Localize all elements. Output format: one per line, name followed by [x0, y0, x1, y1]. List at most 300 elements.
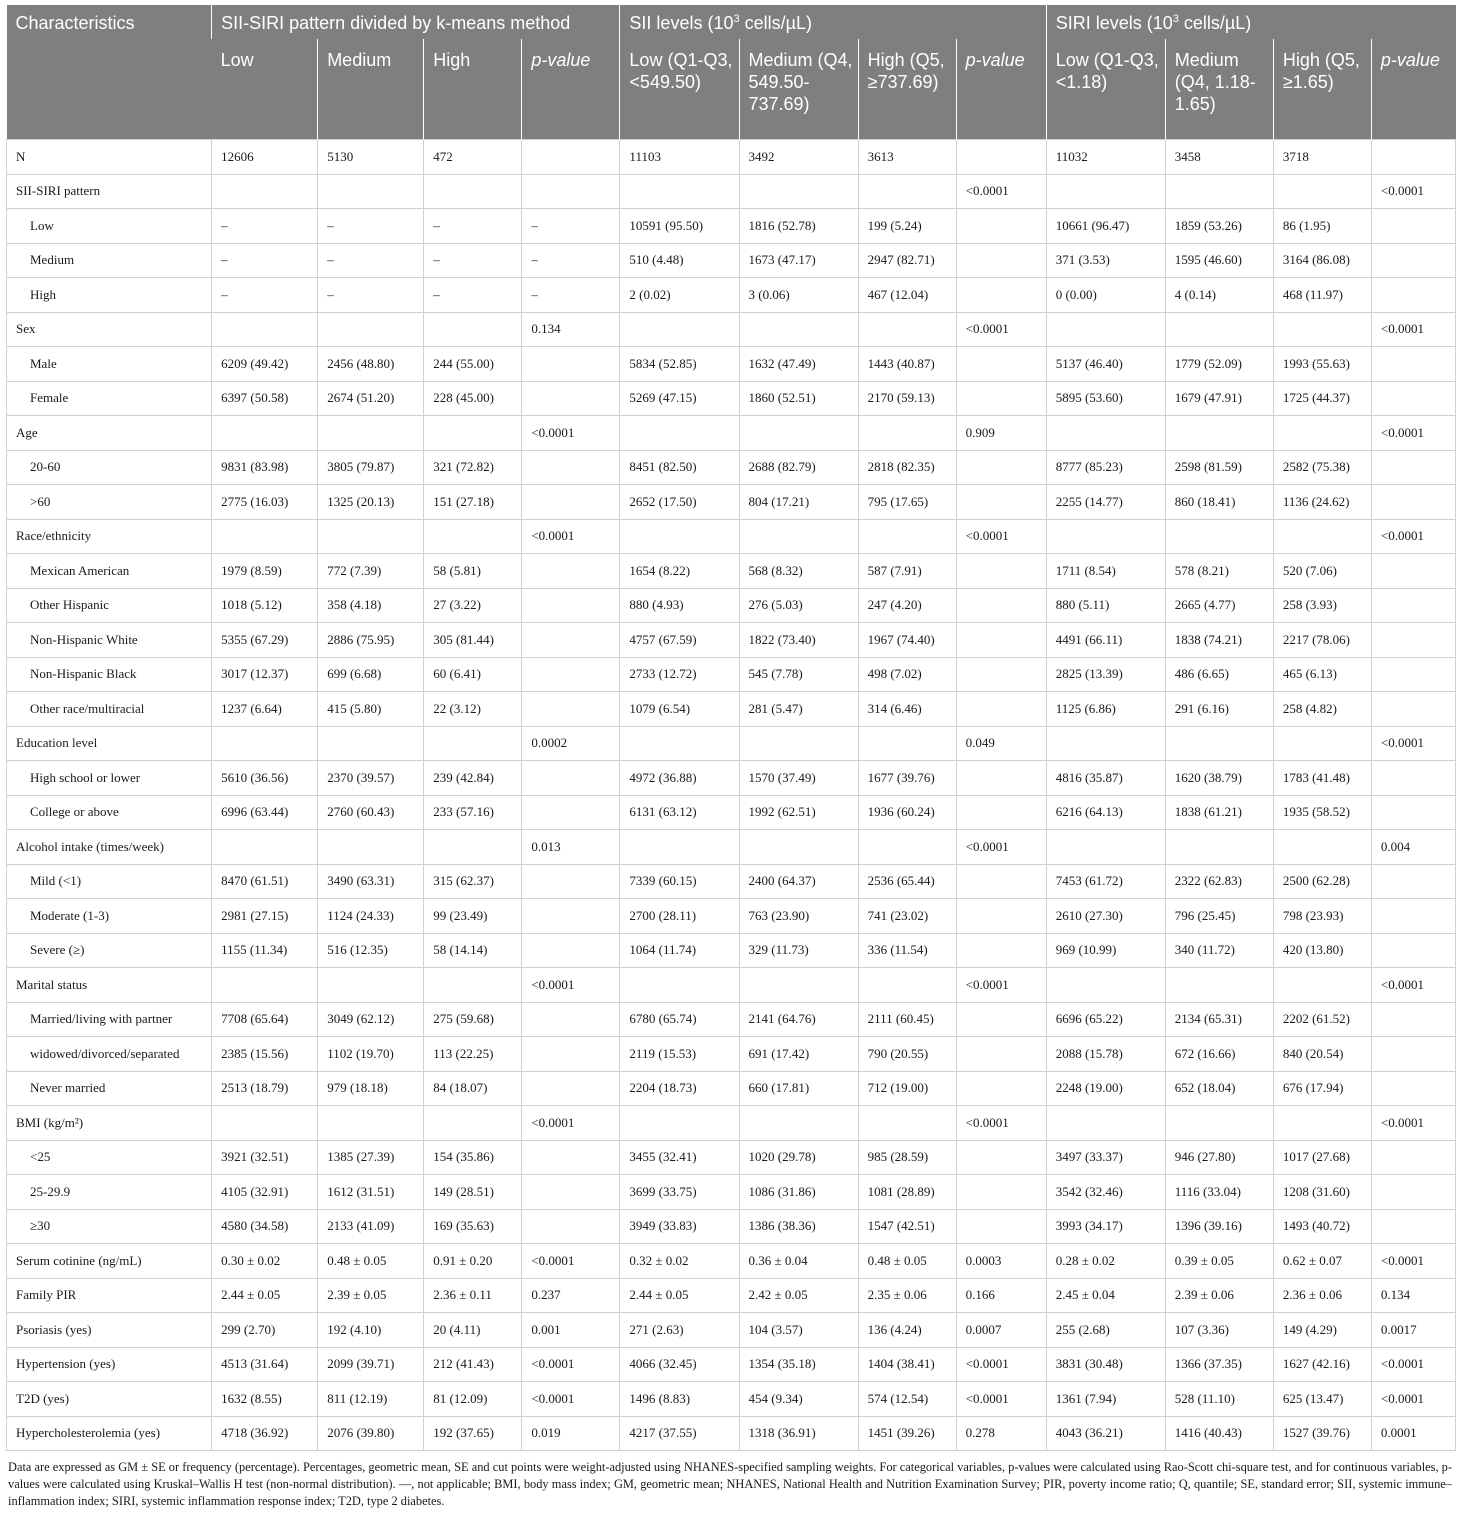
table-cell: 212 (41.43) — [424, 1347, 522, 1382]
table-cell: 0.278 — [956, 1416, 1046, 1451]
table-cell: 2141 (64.76) — [739, 1002, 858, 1037]
table-cell: 0.48 ± 0.05 — [858, 1244, 956, 1279]
table-cell: <0.0001 — [956, 830, 1046, 865]
table-cell — [522, 1071, 620, 1106]
table-cell — [212, 726, 318, 761]
table-cell: 271 (2.63) — [620, 1313, 739, 1348]
table-cell — [1273, 416, 1371, 451]
table-cell: 1679 (47.91) — [1165, 381, 1273, 416]
table-cell: 1493 (40.72) — [1273, 1209, 1371, 1244]
row-label: High — [7, 278, 212, 313]
table-cell — [956, 450, 1046, 485]
table-cell: 12606 — [212, 140, 318, 175]
table-cell: 3490 (63.31) — [318, 864, 424, 899]
table-cell: 314 (6.46) — [858, 692, 956, 727]
header-group-siri: SIRI levels ($10^3$ cells/µL) — [1046, 5, 1455, 39]
table-cell: <0.0001 — [522, 1106, 620, 1141]
table-cell — [956, 588, 1046, 623]
table-cell: 1967 (74.40) — [858, 623, 956, 658]
table-cell: 1816 (52.78) — [739, 209, 858, 244]
table-cell: 2947 (82.71) — [858, 243, 956, 278]
table-cell — [1371, 347, 1455, 382]
table-cell — [739, 968, 858, 1003]
table-cell — [522, 381, 620, 416]
table-cell: 2981 (27.15) — [212, 899, 318, 934]
table-cell: <0.0001 — [522, 1382, 620, 1417]
table-cell: 1136 (24.62) — [1273, 485, 1371, 520]
table-cell: 1366 (37.35) — [1165, 1347, 1273, 1382]
table-cell: 0.28 ± 0.02 — [1046, 1244, 1165, 1279]
row-label: <25 — [7, 1140, 212, 1175]
table-cell: 1017 (27.68) — [1273, 1140, 1371, 1175]
table-cell: <0.0001 — [522, 416, 620, 451]
table-cell: <0.0001 — [1371, 174, 1455, 209]
header-siri-medium: Medium (Q4, 1.18-1.65) — [1165, 39, 1273, 140]
table-cell: 1570 (37.49) — [739, 761, 858, 796]
table-cell — [1371, 1140, 1455, 1175]
table-cell: 1385 (27.39) — [318, 1140, 424, 1175]
table-cell — [1273, 1106, 1371, 1141]
table-cell: 2652 (17.50) — [620, 485, 739, 520]
table-cell: 1654 (8.22) — [620, 554, 739, 589]
row-label: High school or lower — [7, 761, 212, 796]
table-cell: <0.0001 — [1371, 312, 1455, 347]
table-cell: 2456 (48.80) — [318, 347, 424, 382]
table-row — [7, 588, 1456, 623]
table-cell — [858, 726, 956, 761]
table-cell: 1354 (35.18) — [739, 1347, 858, 1382]
table-cell: 2598 (81.59) — [1165, 450, 1273, 485]
table-cell: 1595 (46.60) — [1165, 243, 1273, 278]
table-cell — [1371, 209, 1455, 244]
table-row — [7, 1347, 1456, 1382]
table-cell: 840 (20.54) — [1273, 1037, 1371, 1072]
row-label: Non-Hispanic White — [7, 623, 212, 658]
table-cell: 329 (11.73) — [739, 933, 858, 968]
row-label: Low — [7, 209, 212, 244]
table-cell — [1371, 588, 1455, 623]
table-cell — [522, 761, 620, 796]
table-cell: 969 (10.99) — [1046, 933, 1165, 968]
row-label: Hypercholesterolemia (yes) — [7, 1416, 212, 1451]
table-cell: 2 (0.02) — [620, 278, 739, 313]
table-cell: 305 (81.44) — [424, 623, 522, 658]
table-cell: 699 (6.68) — [318, 657, 424, 692]
table-cell: 946 (27.80) — [1165, 1140, 1273, 1175]
table-cell: 6209 (49.42) — [212, 347, 318, 382]
table-row — [7, 761, 1456, 796]
table-cell — [1273, 312, 1371, 347]
table-cell — [858, 519, 956, 554]
row-label: 25-29.9 — [7, 1175, 212, 1210]
table-cell: 415 (5.80) — [318, 692, 424, 727]
table-cell — [1165, 830, 1273, 865]
table-cell: – — [522, 243, 620, 278]
table-cell: 0.62 ± 0.07 — [1273, 1244, 1371, 1279]
table-cell: 149 (4.29) — [1273, 1313, 1371, 1348]
table-cell — [956, 1002, 1046, 1037]
table-row — [7, 1209, 1456, 1244]
table-cell: <0.0001 — [956, 519, 1046, 554]
row-label: Non-Hispanic Black — [7, 657, 212, 692]
table-cell — [956, 864, 1046, 899]
table-cell: 3542 (32.46) — [1046, 1175, 1165, 1210]
table-cell — [1273, 174, 1371, 209]
table-cell: 2700 (28.11) — [620, 899, 739, 934]
table-cell: 0.0001 — [1371, 1416, 1455, 1451]
table-cell: 1081 (28.89) — [858, 1175, 956, 1210]
table-cell: 239 (42.84) — [424, 761, 522, 796]
table-cell — [212, 416, 318, 451]
table-cell: 1838 (74.21) — [1165, 623, 1273, 658]
table-cell: 1018 (5.12) — [212, 588, 318, 623]
table-cell — [1165, 726, 1273, 761]
header-sii-pvalue: p-value — [956, 39, 1046, 140]
table-cell: 1779 (52.09) — [1165, 347, 1273, 382]
row-label: Never married — [7, 1071, 212, 1106]
table-cell — [424, 968, 522, 1003]
table-cell: 568 (8.32) — [739, 554, 858, 589]
table-cell: – — [318, 209, 424, 244]
table-cell: 0.019 — [522, 1416, 620, 1451]
table-row — [7, 623, 1456, 658]
table-cell: 4217 (37.55) — [620, 1416, 739, 1451]
table-cell: 169 (35.63) — [424, 1209, 522, 1244]
header-group-kmeans: SII-SIRI pattern divided by k-means method — [212, 5, 620, 39]
table-row — [7, 1002, 1456, 1037]
table-cell: 4043 (36.21) — [1046, 1416, 1165, 1451]
table-cell: 0.0003 — [956, 1244, 1046, 1279]
table-cell: 1783 (41.48) — [1273, 761, 1371, 796]
table-row — [7, 519, 1456, 554]
table-cell: 6996 (63.44) — [212, 795, 318, 830]
table-cell: 4 (0.14) — [1165, 278, 1273, 313]
table-cell: 2733 (12.72) — [620, 657, 739, 692]
table-cell — [858, 312, 956, 347]
table-cell — [1165, 519, 1273, 554]
table-cell: – — [318, 278, 424, 313]
table-cell: 60 (6.41) — [424, 657, 522, 692]
table-cell: 20 (4.11) — [424, 1313, 522, 1348]
table-cell: <0.0001 — [1371, 968, 1455, 1003]
table-cell: 6696 (65.22) — [1046, 1002, 1165, 1037]
table-cell: 3 (0.06) — [739, 278, 858, 313]
table-cell: 255 (2.68) — [1046, 1313, 1165, 1348]
table-cell — [424, 174, 522, 209]
table-cell: 2760 (60.43) — [318, 795, 424, 830]
table-cell: 1443 (40.87) — [858, 347, 956, 382]
table-cell: 58 (14.14) — [424, 933, 522, 968]
table-cell — [956, 933, 1046, 968]
table-cell — [1046, 312, 1165, 347]
table-cell: 1979 (8.59) — [212, 554, 318, 589]
table-cell — [522, 1037, 620, 1072]
table-cell: 1416 (40.43) — [1165, 1416, 1273, 1451]
table-cell: 2248 (19.00) — [1046, 1071, 1165, 1106]
table-cell — [1046, 830, 1165, 865]
table-cell — [1371, 761, 1455, 796]
table-cell: 985 (28.59) — [858, 1140, 956, 1175]
table-cell: 258 (3.93) — [1273, 588, 1371, 623]
table-cell: 652 (18.04) — [1165, 1071, 1273, 1106]
table-cell — [1371, 485, 1455, 520]
table-cell: 358 (4.18) — [318, 588, 424, 623]
table-cell: 1496 (8.83) — [620, 1382, 739, 1417]
table-cell: 5269 (47.15) — [620, 381, 739, 416]
table-cell: 2133 (41.09) — [318, 1209, 424, 1244]
table-row — [7, 864, 1456, 899]
table-row — [7, 1244, 1456, 1279]
table-cell — [620, 968, 739, 1003]
row-label: Married/living with partner — [7, 1002, 212, 1037]
table-cell: 860 (18.41) — [1165, 485, 1273, 520]
table-cell — [956, 692, 1046, 727]
table-cell: 795 (17.65) — [858, 485, 956, 520]
table-cell: <0.0001 — [956, 1106, 1046, 1141]
table-cell: 2825 (13.39) — [1046, 657, 1165, 692]
table-cell: 1992 (62.51) — [739, 795, 858, 830]
row-label: Moderate (1-3) — [7, 899, 212, 934]
table-cell: 528 (11.10) — [1165, 1382, 1273, 1417]
table-cell: 1020 (29.78) — [739, 1140, 858, 1175]
table-cell: 6780 (65.74) — [620, 1002, 739, 1037]
table-cell — [1273, 968, 1371, 1003]
table-cell: 0.48 ± 0.05 — [318, 1244, 424, 1279]
table-cell: 3718 — [1273, 140, 1371, 175]
row-label: College or above — [7, 795, 212, 830]
table-cell: 2170 (59.13) — [858, 381, 956, 416]
table-cell: 811 (12.19) — [318, 1382, 424, 1417]
table-cell — [318, 830, 424, 865]
table-cell — [1371, 450, 1455, 485]
table-cell: 0.013 — [522, 830, 620, 865]
table-cell — [956, 657, 1046, 692]
table-cell: 1155 (11.34) — [212, 933, 318, 968]
table-cell: 798 (23.93) — [1273, 899, 1371, 934]
table-cell — [956, 278, 1046, 313]
table-cell: 1935 (58.52) — [1273, 795, 1371, 830]
row-label: SII-SIRI pattern — [7, 174, 212, 209]
table-cell: 8470 (61.51) — [212, 864, 318, 899]
table-cell: 880 (4.93) — [620, 588, 739, 623]
table-cell: 468 (11.97) — [1273, 278, 1371, 313]
table-cell — [1371, 864, 1455, 899]
table-cell — [522, 692, 620, 727]
table-container — [6, 5, 1456, 1510]
table-cell — [1371, 795, 1455, 830]
table-cell — [522, 588, 620, 623]
table-cell: 472 — [424, 140, 522, 175]
table-cell: 1325 (20.13) — [318, 485, 424, 520]
table-row — [7, 1106, 1456, 1141]
table-cell: 2582 (75.38) — [1273, 450, 1371, 485]
table-cell: 2.39 ± 0.05 — [318, 1278, 424, 1313]
table-cell: 4066 (32.45) — [620, 1347, 739, 1382]
table-body — [7, 140, 1456, 1451]
row-label: Marital status — [7, 968, 212, 1003]
table-cell: 2202 (61.52) — [1273, 1002, 1371, 1037]
table-cell — [956, 554, 1046, 589]
table-cell: 3699 (33.75) — [620, 1175, 739, 1210]
table-cell: 2111 (60.45) — [858, 1002, 956, 1037]
table-cell: 2.39 ± 0.06 — [1165, 1278, 1273, 1313]
table-cell: 4816 (35.87) — [1046, 761, 1165, 796]
table-row — [7, 485, 1456, 520]
table-cell: 1386 (38.36) — [739, 1209, 858, 1244]
table-cell — [1371, 1175, 1455, 1210]
table-cell — [318, 968, 424, 1003]
table-cell: 574 (12.54) — [858, 1382, 956, 1417]
table-cell — [522, 1209, 620, 1244]
table-cell: 1725 (44.37) — [1273, 381, 1371, 416]
header-sii-high: High (Q5, ≥737.69) — [858, 39, 956, 140]
table-cell — [956, 140, 1046, 175]
table-cell: 712 (19.00) — [858, 1071, 956, 1106]
table-row — [7, 278, 1456, 313]
table-cell — [522, 347, 620, 382]
table-cell — [956, 243, 1046, 278]
table-cell: 1859 (53.26) — [1165, 209, 1273, 244]
table-cell: <0.0001 — [956, 968, 1046, 1003]
table-cell: 4580 (34.58) — [212, 1209, 318, 1244]
table-cell: 2688 (82.79) — [739, 450, 858, 485]
table-cell: 3455 (32.41) — [620, 1140, 739, 1175]
table-cell — [1273, 830, 1371, 865]
table-cell: 2134 (65.31) — [1165, 1002, 1273, 1037]
table-cell: 7453 (61.72) — [1046, 864, 1165, 899]
row-label: Mexican American — [7, 554, 212, 589]
table-cell: 0.32 ± 0.02 — [620, 1244, 739, 1279]
table-cell: 520 (7.06) — [1273, 554, 1371, 589]
header-kmeans-pvalue: p-value — [522, 39, 620, 140]
table-cell — [522, 450, 620, 485]
table-cell: 86 (1.95) — [1273, 209, 1371, 244]
table-cell: – — [212, 243, 318, 278]
row-label: 20-60 — [7, 450, 212, 485]
table-cell: 578 (8.21) — [1165, 554, 1273, 589]
row-label: T2D (yes) — [7, 1382, 212, 1417]
table-cell: – — [424, 243, 522, 278]
table-cell — [956, 381, 1046, 416]
table-cell: 199 (5.24) — [858, 209, 956, 244]
table-cell — [1371, 899, 1455, 934]
table-cell: 2322 (62.83) — [1165, 864, 1273, 899]
row-label: Medium — [7, 243, 212, 278]
table-cell: 113 (22.25) — [424, 1037, 522, 1072]
table-cell: 1936 (60.24) — [858, 795, 956, 830]
table-cell: 154 (35.86) — [424, 1140, 522, 1175]
table-cell — [956, 795, 1046, 830]
table-cell: 321 (72.82) — [424, 450, 522, 485]
table-row — [7, 209, 1456, 244]
table-row — [7, 416, 1456, 451]
characteristics-table — [6, 5, 1456, 1451]
row-label: BMI (kg/m²) — [7, 1106, 212, 1141]
table-cell: <0.0001 — [522, 1244, 620, 1279]
table-cell: 192 (37.65) — [424, 1416, 522, 1451]
table-cell: 3993 (34.17) — [1046, 1209, 1165, 1244]
table-cell: <0.0001 — [522, 519, 620, 554]
table-cell — [522, 1175, 620, 1210]
header-kmeans-low: Low — [212, 39, 318, 140]
table-cell: 672 (16.66) — [1165, 1037, 1273, 1072]
table-cell: 2513 (18.79) — [212, 1071, 318, 1106]
table-cell: 4972 (36.88) — [620, 761, 739, 796]
table-cell — [620, 312, 739, 347]
table-cell: 2536 (65.44) — [858, 864, 956, 899]
table-row — [7, 899, 1456, 934]
row-label: Serum cotinine (ng/mL) — [7, 1244, 212, 1279]
table-cell — [1046, 416, 1165, 451]
table-cell: 2.45 ± 0.04 — [1046, 1278, 1165, 1313]
table-cell: 5610 (36.56) — [212, 761, 318, 796]
table-cell: 3949 (33.83) — [620, 1209, 739, 1244]
table-cell — [620, 174, 739, 209]
table-cell — [318, 416, 424, 451]
table-cell: 2886 (75.95) — [318, 623, 424, 658]
table-cell: 5834 (52.85) — [620, 347, 739, 382]
table-cell: 4491 (66.11) — [1046, 623, 1165, 658]
table-cell: 625 (13.47) — [1273, 1382, 1371, 1417]
table-cell: 454 (9.34) — [739, 1382, 858, 1417]
table-cell — [424, 312, 522, 347]
table-cell: 763 (23.90) — [739, 899, 858, 934]
table-cell — [956, 1175, 1046, 1210]
table-cell: 247 (4.20) — [858, 588, 956, 623]
table-cell: 371 (3.53) — [1046, 243, 1165, 278]
table-cell — [522, 899, 620, 934]
table-cell — [318, 726, 424, 761]
table-cell: 151 (27.18) — [424, 485, 522, 520]
table-row — [7, 1140, 1456, 1175]
table-cell — [1165, 1106, 1273, 1141]
header-group-sii: SII levels ($10^3$ cells/µL) — [620, 5, 1046, 39]
row-label: Alcohol intake (times/week) — [7, 830, 212, 865]
table-cell: 3492 — [739, 140, 858, 175]
table-cell: <0.0001 — [522, 968, 620, 1003]
table-cell — [1371, 381, 1455, 416]
table-cell: – — [522, 278, 620, 313]
table-cell: 99 (23.49) — [424, 899, 522, 934]
table-cell — [956, 1037, 1046, 1072]
table-cell: 4718 (36.92) — [212, 1416, 318, 1451]
table-cell: 1079 (6.54) — [620, 692, 739, 727]
table-cell: 741 (23.02) — [858, 899, 956, 934]
row-label: Race/ethnicity — [7, 519, 212, 554]
table-cell: 3049 (62.12) — [318, 1002, 424, 1037]
table-cell — [1165, 174, 1273, 209]
table-cell: 1116 (33.04) — [1165, 1175, 1273, 1210]
table-cell — [1046, 726, 1165, 761]
table-cell: 276 (5.03) — [739, 588, 858, 623]
table-cell: <0.0001 — [1371, 1382, 1455, 1417]
table-cell: 22 (3.12) — [424, 692, 522, 727]
table-cell: 315 (62.37) — [424, 864, 522, 899]
table-row — [7, 1037, 1456, 1072]
table-cell — [739, 726, 858, 761]
table-cell — [739, 519, 858, 554]
table-cell: 660 (17.81) — [739, 1071, 858, 1106]
table-cell: 3497 (33.37) — [1046, 1140, 1165, 1175]
table-cell — [956, 1071, 1046, 1106]
table-row — [7, 381, 1456, 416]
table-cell — [212, 1106, 318, 1141]
table-cell — [522, 795, 620, 830]
table-footnote: Data are expressed as GM ± SE or frequency (percentage). Percentages, geometric mean, SE and cut points were weight-adjusted using NHANES-specified sampling weights. For categorical variables, p-values were calculated using Rao-Scott chi-square test, and for continuous variables, p-values were calculated using Kruskal–Wallis H test (non-normal distribution). —, not applicable; BMI, body mass index; GM, geometric mean; NHANES, National Health and Nutrition Examination Survey; PIR, poverty income ratio; Q, quantile; SE, standard error; SII, systemic immune–inflammation index; SIRI, systemic inflammation response index; T2D, type 2 diabetes. — [8, 1460, 1452, 1508]
table-cell: 545 (7.78) — [739, 657, 858, 692]
table-cell: 2119 (15.53) — [620, 1037, 739, 1072]
table-cell: 2775 (16.03) — [212, 485, 318, 520]
